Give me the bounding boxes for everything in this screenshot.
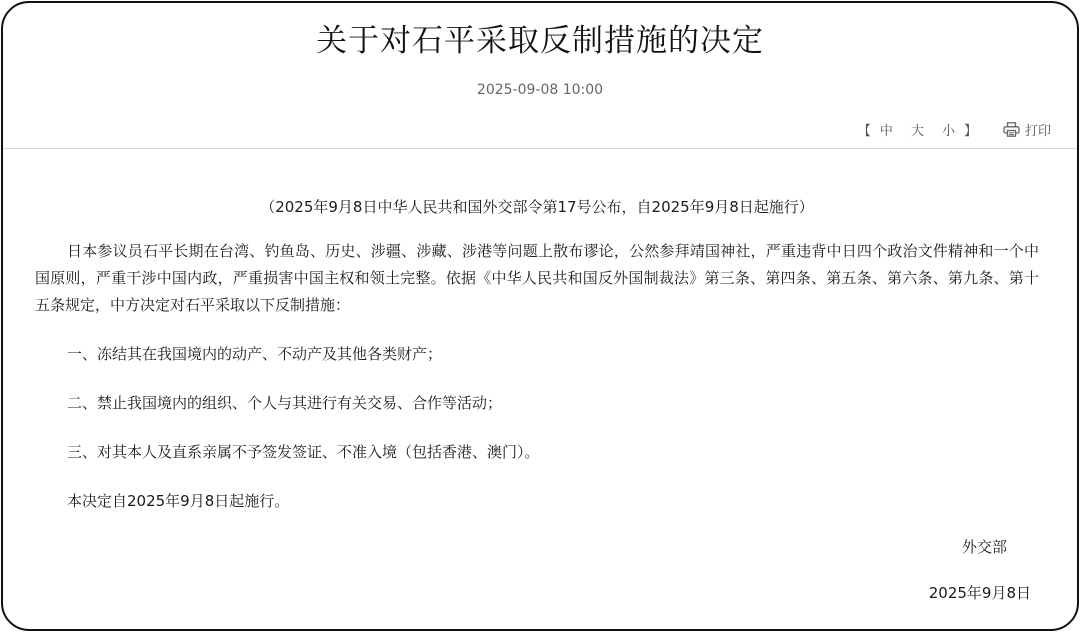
measure-item-2: 二、禁止我国境内的组织、个人与其进行有关交易、合作等活动；	[67, 394, 503, 412]
bracket-open: 【	[857, 123, 871, 139]
signature-organization: 外交部	[961, 538, 1007, 556]
intro-paragraph: 日本参议员石平长期在台湾、钓鱼岛、历史、涉疆、涉藏、涉港等问题上散布谬论，公然参拜靖国神社，严重违背中日四个政治文件精神和一个中国原则，严重干涉中国内政，严重损害中国主权和领土完整。依据《中华人民共和国反外国制裁法》第三条、第四条、第五条、第六条、第九条、第十五条规定，中方决定对石平采取以下反制措施：	[35, 242, 1039, 314]
article-body	[35, 193, 1039, 515]
font-size-medium-button[interactable]: 中	[879, 123, 893, 139]
print-label: 打印	[1024, 123, 1051, 139]
page-title: 关于对石平采取反制措施的决定	[316, 23, 764, 59]
publish-datetime: 2025-09-08 10:00	[476, 82, 604, 98]
article-frame	[1, 1, 1079, 631]
font-size-switcher	[858, 120, 977, 139]
effective-statement: 本决定自2025年9月8日起施行。	[67, 492, 290, 510]
measure-item-3: 三、对其本人及直系亲属不予签发签证、不准入境（包括香港、澳门）。	[67, 443, 540, 461]
bracket-close: 】	[963, 123, 977, 139]
decree-subtitle: （2025年9月8日中华人民共和国外交部令第17号公布，自2025年9月8日起施行）	[260, 198, 814, 216]
font-size-small-button[interactable]: 小	[941, 123, 955, 139]
print-button[interactable]	[1003, 120, 1051, 139]
header-divider	[3, 148, 1077, 149]
measure-item-1: 一、冻结其在我国境内的动产、不动产及其他各类财产；	[67, 345, 443, 363]
signature-date: 2025年9月8日	[928, 584, 1031, 602]
printer-icon	[1003, 122, 1020, 137]
font-size-large-button[interactable]: 大	[910, 123, 924, 139]
article-toolbar	[858, 118, 1051, 140]
